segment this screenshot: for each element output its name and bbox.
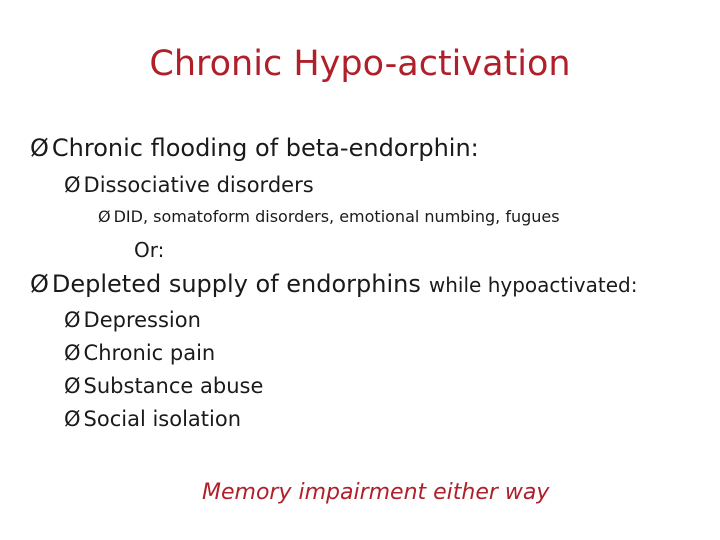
arrow-bullet-icon: Ø: [64, 173, 81, 197]
bullet-substance-abuse: [64, 374, 263, 398]
arrow-bullet-icon: Ø: [64, 374, 81, 398]
arrow-bullet-icon: Ø: [64, 407, 81, 431]
bullet-text: Chronic pain: [83, 341, 216, 365]
footer-note: Memory impairment either way: [202, 480, 550, 505]
arrow-bullet-icon: Ø: [30, 270, 49, 298]
bullet-text: Chronic flooding of beta-endorphin:: [51, 134, 479, 162]
bullet-text: Depleted supply of endorphins: [51, 270, 421, 298]
bullet-depression: [64, 308, 201, 332]
arrow-bullet-icon: Ø: [64, 308, 81, 332]
bullet-social-isolation: [64, 407, 241, 431]
bullet-text: Social isolation: [83, 407, 242, 431]
or-label: Or:: [134, 238, 165, 262]
slide-title: Chronic Hypo-activation: [149, 44, 571, 84]
bullet-text: DID, somatoform disorders, emotional numbing, fugues: [113, 207, 560, 226]
arrow-bullet-icon: Ø: [30, 134, 49, 162]
bullet-did-list: [98, 207, 560, 226]
bullet-text: Substance abuse: [83, 374, 264, 398]
arrow-bullet-icon: Ø: [64, 341, 81, 365]
bullet-chronic-flooding: [30, 134, 479, 162]
bullet-text: Depression: [83, 308, 201, 332]
arrow-bullet-icon: Ø: [98, 207, 111, 226]
bullet-dissociative-disorders: [64, 173, 314, 197]
bullet-text-tail: while hypoactivated:: [428, 273, 638, 297]
bullet-text: Dissociative disorders: [83, 173, 314, 197]
bullet-depleted-supply: [30, 270, 637, 298]
bullet-chronic-pain: [64, 341, 215, 365]
